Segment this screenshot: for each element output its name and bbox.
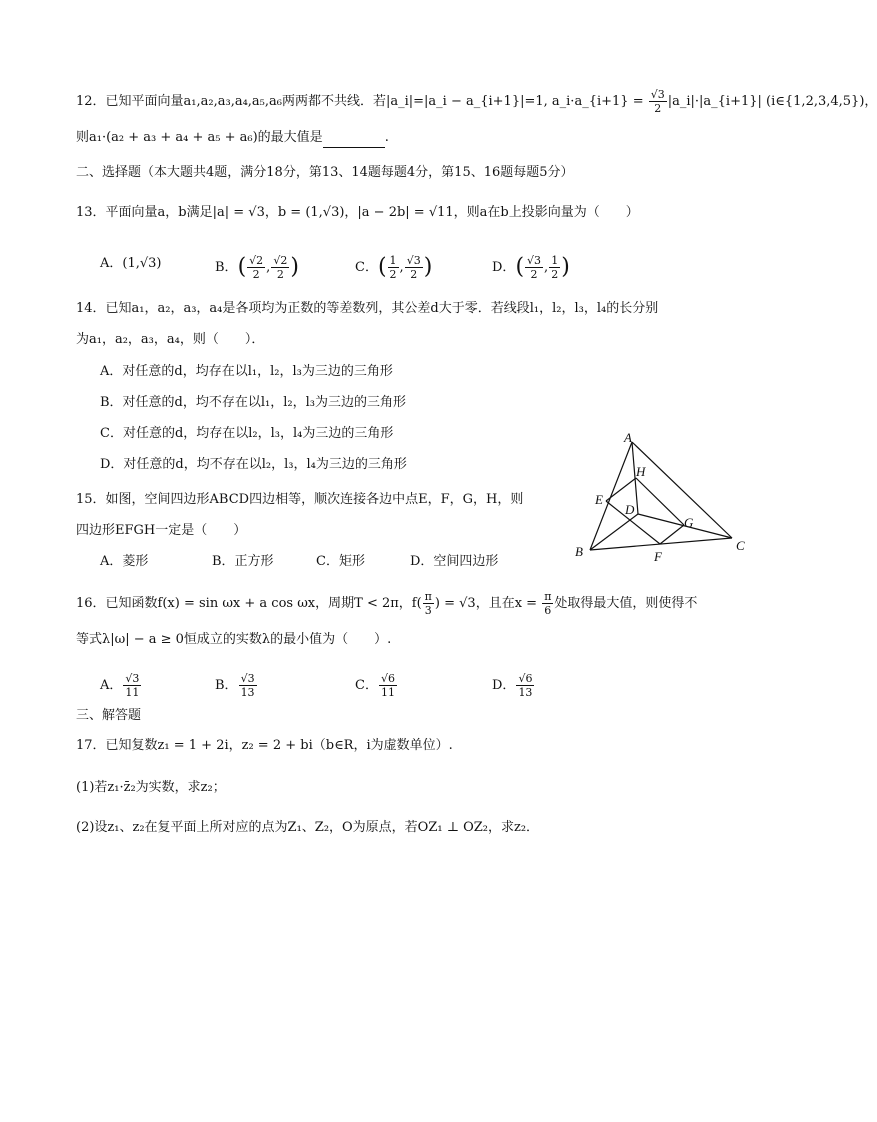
q13-c-n1: 1 [389, 254, 397, 267]
q16-stem-line1 [76, 590, 697, 617]
q12-fraction [649, 88, 667, 115]
q16-frac2-den: 6 [544, 604, 552, 617]
label-h: H [636, 464, 646, 479]
q15-option-a[interactable]: A．菱形 [100, 554, 149, 569]
q12-line1-text: 12．已知平面向量a₁,a₂,a₃,a₄,a₅,a₆两两都不共线．若|a_i|=|a_i − a_{i+1}|=1, a_i·a_{i+1} = [76, 94, 648, 109]
q14-option-a[interactable]: A．对任意的d，均存在以l₁，l₂，l₃为三边的三角形 [100, 364, 393, 379]
q17-part1: (1)若z₁·z̄₂为实数，求z₂； [76, 780, 226, 795]
q13-d-d1: 2 [530, 268, 538, 281]
q17-part2: (2)设z₁、z₂在复平面上所对应的点为Z₁、Z₂，O为原点，若OZ₁ ⊥ OZ₂，求z₂． [76, 820, 540, 835]
q14-stem-line1: 14．已知a₁，a₂，a₃，a₄是各项均为正数的等差数列，其公差d大于零．若线段l₁，l₂，l₃，l₄的长分别 [76, 301, 659, 316]
q16-a-den: 11 [125, 686, 140, 699]
q16-stem-part2: ) = √3，且在x = [434, 596, 542, 611]
q12-line2-text: 则a₁·(a₂ + a₃ + a₄ + a₅ + a₆)的最大值是 [76, 130, 323, 145]
edge-eh [606, 478, 636, 501]
label-f: F [654, 549, 662, 564]
q16-frac1-num: π [424, 590, 432, 603]
q16-c-den: 11 [380, 686, 395, 699]
q13-option-d[interactable]: D．( $\frac{√3}{2}$ , $\frac{1}{2}$ ) [492, 254, 570, 281]
q12-line1 [76, 88, 877, 115]
q14-option-b[interactable]: B．对任意的d，均不存在以l₁，l₂，l₃为三边的三角形 [100, 395, 406, 410]
q12-frac-num: √3 [650, 88, 665, 101]
q16-option-d-label: D． [492, 678, 516, 693]
q16-option-c-label: C． [355, 678, 378, 693]
label-d: D [625, 502, 635, 517]
q13-stem: 13．平面向量a，b满足|a| = √3，b = (1,√3)，|a − 2b| = √11，则a在b上投影向量为（ ） [76, 205, 639, 220]
q13-b-n1: √2 [249, 254, 264, 267]
label-e: E [595, 492, 603, 507]
q16-d-den: 13 [518, 686, 533, 699]
section-3-heading: 三、解答题 [76, 708, 142, 723]
q14-stem-line2: 为a₁，a₂，a₃，a₄，则（ ）． [76, 332, 265, 347]
q13-d-n2: 1 [551, 254, 559, 267]
q13-c-d1: 2 [389, 268, 397, 281]
q16-b-den: 13 [240, 686, 255, 699]
q16-b-num: √3 [240, 672, 255, 685]
q13-b-d1: 2 [252, 268, 260, 281]
q13-c-n2: √3 [406, 254, 421, 267]
tetrahedron-figure [570, 428, 760, 566]
q12-frac-den: 2 [654, 102, 662, 115]
q13-option-c[interactable]: C．( $\frac{1}{2}$ , $\frac{√3}{2}$ ) [355, 254, 433, 281]
q13-option-b[interactable]: B．( $\frac{√2}{2}$ , $\frac{√2}{2}$ ) [215, 254, 299, 281]
q12-line2-tail: . [384, 130, 389, 145]
answer-blank[interactable] [323, 133, 385, 148]
label-c: C [736, 538, 745, 553]
q16-option-a[interactable] [100, 672, 142, 699]
q16-frac1-den: 3 [424, 604, 432, 617]
q16-option-d[interactable] [492, 672, 535, 699]
q14-option-c[interactable]: C．对任意的d，均存在以l₂，l₃，l₄为三边的三角形 [100, 426, 394, 441]
q15-option-d[interactable]: D．空间四边形 [410, 554, 499, 569]
q15-stem-line2: 四边形EFGH一定是（ ） [76, 523, 247, 538]
q13-option-d-label: D． [492, 260, 516, 275]
q16-d-num: √6 [518, 672, 533, 685]
section-2-heading: 二、选择题（本大题共4题，满分18分，第13、14题每题4分，第15、16题每题5分） [76, 165, 574, 180]
q16-c-num: √6 [380, 672, 395, 685]
q13-b-d2: 2 [276, 268, 284, 281]
q12-line1-tail: |a_i|·|a_{i+1}| (i∈{1,2,3,4,5})， [667, 94, 877, 109]
label-a: A [624, 430, 632, 445]
q13-option-a-label: A． [100, 256, 123, 271]
q16-option-b[interactable] [215, 672, 258, 699]
label-b: B [575, 544, 583, 559]
q16-option-b-label: B． [215, 678, 238, 693]
q13-option-b-label: B． [215, 260, 238, 275]
edge-gf [660, 525, 684, 544]
q16-option-c[interactable] [355, 672, 398, 699]
q13-d-n1: √3 [527, 254, 542, 267]
q15-option-b[interactable]: B．正方形 [212, 554, 274, 569]
q17-stem: 17．已知复数z₁ = 1 + 2i，z₂ = 2 + bi（b∈R，i为虚数单位）. [76, 738, 453, 753]
q15-option-c[interactable]: C．矩形 [316, 554, 365, 569]
q16-stem-part1: 16．已知函数f(x) = sin ωx + a cos ωx，周期T < 2π，f( [76, 596, 422, 611]
q13-option-c-label: C． [355, 260, 378, 275]
q14-option-d[interactable]: D．对任意的d，均不存在以l₂，l₃，l₄为三边的三角形 [100, 457, 407, 472]
q16-a-num: √3 [125, 672, 140, 685]
q13-b-n2: √2 [273, 254, 288, 267]
q16-frac2-num: π [544, 590, 552, 603]
q13-option-a[interactable] [100, 254, 162, 274]
q12-line2 [76, 128, 389, 148]
q16-stem-line2: 等式λ|ω| − a ≥ 0恒成立的实数λ的最小值为（ ）. [76, 632, 392, 647]
q16-stem-part3: 处取得最大值，则使得不 [554, 596, 698, 611]
q16-option-a-label: A． [100, 678, 123, 693]
q13-c-d2: 2 [410, 268, 418, 281]
q15-stem-line1: 15．如图，空间四边形ABCD四边相等，顺次连接各边中点E，F，G，H，则 [76, 492, 524, 507]
q13-option-a-text: (1,√3) [122, 256, 162, 271]
q13-d-d2: 2 [551, 268, 559, 281]
label-g: G [684, 515, 694, 530]
